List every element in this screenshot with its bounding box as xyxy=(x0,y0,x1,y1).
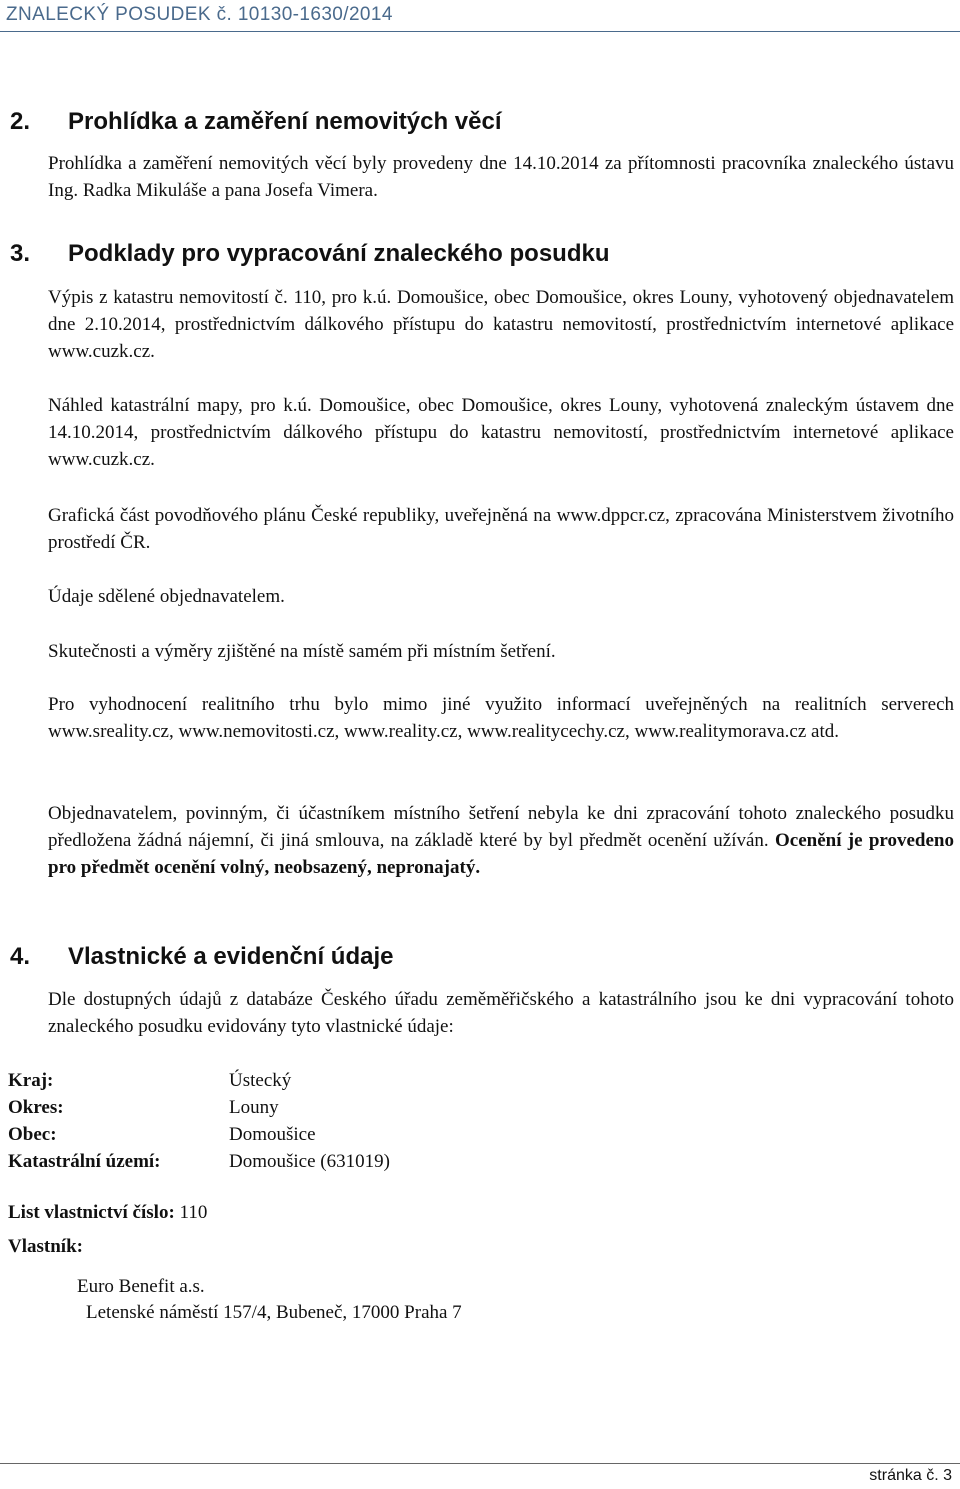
paragraph-ownership-source: Dle dostupných údajů z databáze Českého úřadu zeměměřičského a katastrálního jsou ke dni vypracování tohoto znaleckého posudku evidovány tyto vlastnické údaje: xyxy=(48,989,954,1037)
page-number: stránka č. 3 xyxy=(869,1467,952,1484)
owner-address: Letenské náměstí 157/4, Bubeneč, 17000 Praha 7 xyxy=(86,1302,462,1323)
okres-label: Okres: xyxy=(8,1097,64,1118)
katastralni-uzemi-value: Domoušice (631019) xyxy=(229,1151,390,1172)
paragraph-client-data: Údaje sdělené objednavatelem. xyxy=(48,586,285,607)
section-title: Vlastnické a evidenční údaje xyxy=(68,943,394,970)
katastralni-uzemi-label: Katastrální území: xyxy=(8,1151,161,1172)
list-vlastnictvi-label xyxy=(8,1202,207,1224)
vlastnik-label: Vlastník: xyxy=(8,1236,83,1257)
list-vlastnictvi-label-text: List vlastnictví číslo: xyxy=(8,1202,175,1223)
section-number: 4. xyxy=(10,943,31,970)
document-title: ZNALECKÝ POSUDEK č. 10130-1630/2014 xyxy=(6,4,393,25)
section-number: 2. xyxy=(10,108,31,135)
footer-divider xyxy=(0,1463,960,1464)
kraj-label: Kraj: xyxy=(8,1070,54,1091)
paragraph-cadastral-map: Náhled katastrální mapy, pro k.ú. Domoušice, obec Domoušice, okres Louny, vyhotovená znaleckým ústavem dne 14.10.2014, prostřednictvím dálkového přístupu do katastru nemovitostí, prostřednictvím internetové aplikace www.cuzk.cz. xyxy=(48,395,954,470)
header-divider xyxy=(0,31,960,32)
page-header xyxy=(0,0,960,34)
paragraph-no-lease xyxy=(48,800,954,881)
no-lease-text: Objednavatelem, povinným, či účastníkem místního šetření nebyla ke dni zpracování tohoto znaleckého posudku předložena žádná nájemní, či jiná smlouva, na základě které by byl předmět ocenění užíván. xyxy=(48,803,954,851)
okres-value: Louny xyxy=(229,1097,279,1118)
paragraph-cadastre-extract: Výpis z katastru nemovitostí č. 110, pro k.ú. Domoušice, obec Domoušice, okres Louny, vyhotovený objednavatelem dne 2.10.2014, prostřednictvím dálkového přístupu do katastru nemovitostí, prostřednictvím internetové aplikace www.cuzk.cz. xyxy=(48,287,954,362)
paragraph-market-sources: Pro vyhodnocení realitního trhu bylo mimo jiné využito informací uveřejněných na realitních serverech www.sreality.cz, www.nemovitosti.cz, www.reality.cz, www.realitycechy.cz, www.realitymorava.cz atd. xyxy=(48,694,954,742)
valuation-condition: Ocenění je provedeno pro předmět ocenění volný, neobsazený, nepronajatý. xyxy=(48,830,954,878)
owner-name: Euro Benefit a.s. xyxy=(77,1276,205,1297)
section-title: Prohlídka a zaměření nemovitých věcí xyxy=(68,108,502,135)
kraj-value: Ústecký xyxy=(229,1070,292,1091)
list-vlastnictvi-value: 110 xyxy=(179,1202,208,1223)
paragraph-onsite-findings: Skutečnosti a výměry zjištěné na místě samém při místním šetření. xyxy=(48,641,556,662)
section-number: 3. xyxy=(10,240,31,267)
obec-value: Domoušice xyxy=(229,1124,316,1145)
obec-label: Obec: xyxy=(8,1124,57,1145)
section-title: Podklady pro vypracování znaleckého posudku xyxy=(68,240,610,267)
paragraph-flood-plan: Grafická část povodňového plánu České republiky, uveřejněná na www.dppcr.cz, zpracována Ministerstvem životního prostředí ČR. xyxy=(48,505,954,553)
paragraph-inspection: Prohlídka a zaměření nemovitých věcí byly provedeny dne 14.10.2014 za přítomnosti pracovníka znaleckého ústavu Ing. Radka Mikuláše a pana Josefa Vimera. xyxy=(48,153,954,201)
